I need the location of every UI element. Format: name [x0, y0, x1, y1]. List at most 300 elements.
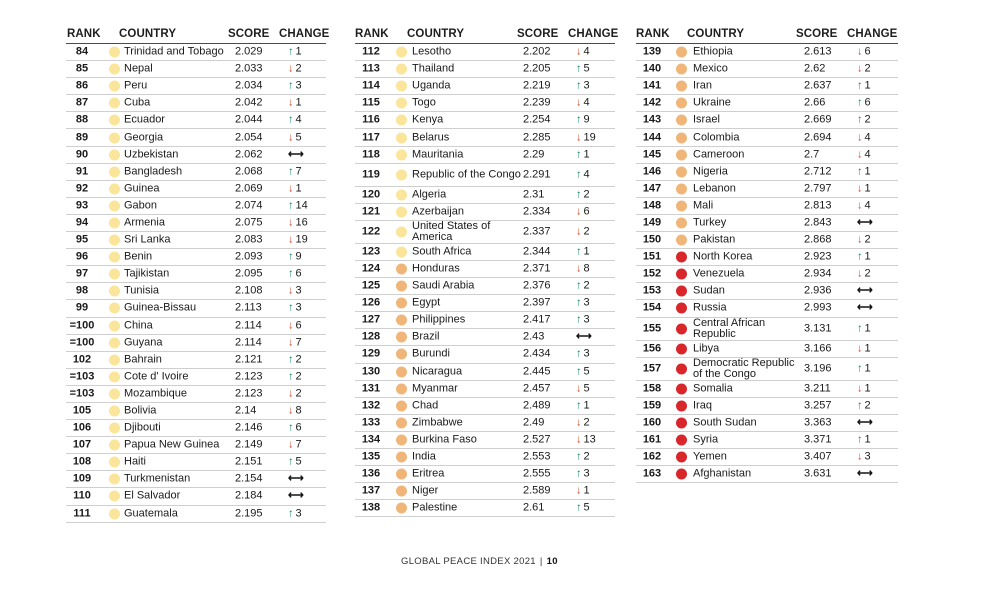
peace-level-dot [676, 400, 687, 411]
peace-level-dot [109, 166, 120, 177]
table-row [355, 244, 615, 261]
country-cell: Bangladesh [124, 165, 183, 178]
arrow-up-icon: ↑ [857, 113, 863, 126]
change-cell [857, 469, 899, 480]
score-cell: 2.044 [235, 113, 263, 126]
rank-cell: 84 [75, 45, 89, 58]
country-cell: Turkey [693, 216, 727, 229]
country-cell: Peru [124, 79, 148, 92]
country-cell: Pakistan [693, 233, 736, 246]
rank-cell: =100 [69, 319, 95, 332]
peace-level-dot [109, 200, 120, 211]
change-cell [857, 452, 899, 463]
change-cell [576, 189, 618, 200]
table-row [66, 488, 326, 505]
rank-cell: 156 [642, 342, 662, 355]
table-row [355, 398, 615, 415]
change-value: 6 [583, 205, 590, 218]
country-cell: Venezuela [693, 267, 745, 280]
score-cell: 2.344 [523, 245, 551, 258]
peace-level-dot [676, 166, 687, 177]
change-cell [288, 474, 330, 485]
table-row [636, 129, 898, 146]
country-cell: Saudi Arabia [412, 279, 475, 292]
rank-cell: 106 [72, 421, 92, 434]
no-change-icon: ⟷ [288, 472, 304, 485]
arrow-down-icon: ↓ [857, 45, 863, 58]
peace-level-dot [676, 252, 687, 263]
score-cell: 2.123 [235, 370, 263, 383]
peace-level-dot [676, 200, 687, 211]
table-row [355, 261, 615, 278]
country-cell: Iran [693, 79, 712, 92]
rank-cell: 145 [642, 148, 662, 161]
peace-level-dot [396, 383, 407, 394]
country-cell: Djibouti [124, 421, 161, 434]
score-cell: 2.184 [235, 489, 263, 502]
table-row [66, 44, 326, 61]
rank-cell: 89 [75, 131, 89, 144]
arrow-up-icon: ↑ [576, 79, 582, 92]
change-value: 2 [583, 450, 590, 463]
rank-cell: 124 [361, 262, 381, 275]
change-cell [857, 383, 899, 394]
rank-cell: 92 [75, 182, 89, 195]
change-value: 2 [295, 62, 302, 75]
rank-cell: 144 [642, 131, 662, 144]
table-row [636, 95, 898, 112]
arrow-down-icon: ↓ [576, 225, 582, 238]
country-cell: Armenia [124, 216, 165, 229]
change-value: 6 [295, 319, 302, 332]
change-value: 2 [864, 267, 871, 280]
table-row [66, 369, 326, 386]
peace-level-dot [676, 343, 687, 354]
arrow-down-icon: ↓ [576, 45, 582, 58]
header-score: SCORE [796, 28, 838, 40]
country-cell: Belarus [412, 131, 450, 144]
change-cell [288, 217, 330, 228]
score-cell: 2.31 [523, 188, 545, 201]
table-row [636, 44, 898, 61]
table-header [355, 26, 619, 44]
change-cell [857, 363, 899, 374]
arrow-up-icon: ↑ [857, 79, 863, 92]
country-cell: Algeria [412, 188, 447, 201]
change-value: 3 [583, 347, 590, 360]
no-change-icon: ⟷ [857, 301, 873, 314]
country-cell: Democratic Republic of the Congo [693, 356, 795, 380]
footer-title: GLOBAL PEACE INDEX 2021 [401, 556, 536, 567]
table-row [66, 403, 326, 420]
change-value: 1 [864, 382, 871, 395]
table-row [66, 95, 326, 112]
arrow-up-icon: ↑ [576, 347, 582, 360]
score-cell: 2.033 [235, 62, 263, 75]
change-cell [857, 183, 899, 194]
country-cell: Azerbaijan [412, 205, 464, 218]
change-cell [857, 98, 899, 109]
country-cell: Guinea-Bissau [124, 301, 197, 314]
rank-cell: 141 [642, 79, 662, 92]
header-score: SCORE [228, 28, 270, 40]
peace-level-dot [109, 81, 120, 92]
country-cell: Benin [124, 250, 153, 263]
score-cell: 2.093 [235, 250, 263, 263]
score-cell: 2.151 [235, 455, 263, 468]
country-cell: El Salvador [124, 489, 181, 502]
change-value: 4 [583, 168, 590, 181]
change-cell [857, 64, 899, 75]
peace-level-dot [396, 206, 407, 217]
rank-cell: 134 [361, 433, 381, 446]
table-row [636, 300, 898, 317]
country-cell: Mauritania [412, 148, 464, 161]
change-value: 4 [295, 113, 302, 126]
table-row [355, 147, 615, 164]
change-value: 2 [864, 399, 871, 412]
table-row [355, 61, 615, 78]
no-change-icon: ⟷ [288, 489, 304, 502]
arrow-up-icon: ↑ [857, 96, 863, 109]
rank-cell: 109 [72, 472, 92, 485]
table-row [355, 432, 615, 449]
change-value: 4 [583, 45, 590, 58]
country-cell: Nepal [124, 62, 153, 75]
peace-level-dot [109, 47, 120, 58]
score-cell: 2.083 [235, 233, 263, 246]
arrow-up-icon: ↑ [576, 296, 582, 309]
change-cell [288, 132, 330, 143]
table-row [66, 249, 326, 266]
rank-cell: 139 [642, 45, 662, 58]
score-cell: 2.417 [523, 313, 551, 326]
change-value: 3 [295, 301, 302, 314]
arrow-down-icon: ↓ [288, 96, 294, 109]
ranking-table-2 [355, 26, 619, 517]
country-cell: Sudan [693, 284, 725, 297]
rank-cell: 114 [362, 79, 380, 92]
arrow-down-icon: ↓ [576, 433, 582, 446]
arrow-down-icon: ↓ [576, 96, 582, 109]
change-value: 1 [583, 245, 590, 258]
rank-cell: 138 [361, 501, 381, 514]
change-cell [576, 47, 618, 58]
peace-level-dot [396, 366, 407, 377]
no-change-icon: ⟷ [857, 467, 873, 480]
header-country: COUNTRY [407, 28, 465, 40]
country-cell: Gabon [124, 199, 158, 212]
change-cell [288, 371, 330, 382]
rank-cell: 157 [642, 362, 662, 375]
country-cell: Cuba [124, 96, 151, 109]
table-row [355, 164, 615, 187]
change-cell [857, 235, 899, 246]
arrow-down-icon: ↓ [857, 62, 863, 75]
score-cell: 3.166 [804, 342, 832, 355]
change-cell [576, 281, 618, 292]
peace-level-dot [396, 132, 407, 143]
change-cell [288, 388, 330, 399]
change-value: 13 [583, 433, 596, 446]
rank-cell: 161 [642, 433, 662, 446]
peace-level-dot [109, 149, 120, 160]
rank-cell: 143 [642, 113, 662, 126]
arrow-down-icon: ↓ [288, 438, 294, 451]
country-cell: Cote d' Ivoire [124, 370, 189, 383]
table-row [66, 437, 326, 454]
table-row [66, 420, 326, 437]
change-value: 5 [583, 62, 590, 75]
table-row [636, 61, 898, 78]
change-cell [288, 183, 330, 194]
score-cell: 2.637 [804, 79, 832, 92]
table-row [636, 112, 898, 129]
arrow-up-icon: ↑ [576, 168, 582, 181]
rank-cell: 132 [361, 399, 381, 412]
change-value: 4 [864, 199, 871, 212]
country-cell: Bolivia [124, 404, 157, 417]
score-cell: 3.631 [804, 467, 832, 480]
arrow-up-icon: ↑ [576, 148, 582, 161]
table-row [636, 432, 898, 449]
table-row [355, 483, 615, 500]
peace-level-dot [109, 508, 120, 519]
change-cell [288, 47, 330, 58]
arrow-down-icon: ↓ [857, 450, 863, 463]
score-cell: 2.121 [235, 353, 263, 366]
change-cell [576, 417, 618, 428]
peace-level-dot [676, 217, 687, 228]
change-cell [288, 252, 330, 263]
peace-level-dot [109, 354, 120, 365]
rank-cell: 155 [642, 322, 662, 334]
change-cell [576, 149, 618, 160]
peace-level-dot [109, 217, 120, 228]
table-row [66, 164, 326, 181]
arrow-up-icon: ↑ [288, 267, 294, 280]
score-cell: 2.613 [804, 45, 832, 58]
arrow-up-icon: ↑ [288, 507, 294, 520]
change-value: 1 [583, 484, 590, 497]
score-cell: 2.712 [804, 165, 832, 178]
rank-cell: 121 [361, 205, 381, 218]
table-row [636, 415, 898, 432]
peace-level-dot [109, 440, 120, 451]
arrow-up-icon: ↑ [288, 421, 294, 434]
peace-level-dot [109, 457, 120, 468]
table-row [636, 181, 898, 198]
arrow-up-icon: ↑ [857, 399, 863, 412]
header-country: COUNTRY [119, 28, 177, 40]
change-value: 1 [864, 79, 871, 92]
country-cell: Myanmar [412, 382, 458, 395]
peace-level-dot [396, 503, 407, 514]
table-row [636, 381, 898, 398]
country-cell: South Sudan [693, 416, 757, 429]
arrow-up-icon: ↑ [288, 79, 294, 92]
change-cell [857, 323, 899, 334]
peace-level-dot [396, 281, 407, 292]
country-cell: Mexico [693, 62, 728, 75]
peace-level-dot [676, 286, 687, 297]
score-cell: 2.291 [523, 168, 551, 181]
change-value: 2 [583, 188, 590, 201]
change-value: 4 [864, 148, 871, 161]
score-cell: 2.61 [523, 501, 545, 514]
arrow-down-icon: ↓ [288, 284, 294, 297]
change-value: 16 [295, 216, 308, 229]
score-cell: 2.397 [523, 296, 551, 309]
change-cell [288, 269, 330, 280]
peace-level-dot [676, 235, 687, 246]
change-cell [576, 383, 618, 394]
score-cell: 2.553 [523, 450, 551, 463]
change-value: 3 [583, 296, 590, 309]
change-value: 1 [864, 433, 871, 446]
change-cell [857, 166, 899, 177]
change-value: 6 [295, 267, 302, 280]
arrow-down-icon: ↓ [857, 199, 863, 212]
no-change-icon: ⟷ [857, 216, 873, 229]
change-value: 5 [583, 501, 590, 514]
change-cell [576, 298, 618, 309]
peace-level-dot [396, 263, 407, 274]
change-value: 3 [295, 284, 302, 297]
rank-cell: 95 [75, 233, 89, 246]
score-cell: 2.371 [523, 262, 551, 275]
change-cell [288, 440, 330, 451]
table-row [66, 78, 326, 95]
change-value: 1 [864, 250, 871, 263]
arrow-up-icon: ↑ [576, 279, 582, 292]
change-value: 1 [864, 165, 871, 178]
country-cell: United States of America [412, 219, 491, 243]
rank-cell: 90 [75, 148, 89, 161]
arrow-up-icon: ↑ [288, 301, 294, 314]
country-cell: Lesotho [412, 45, 452, 58]
arrow-down-icon: ↓ [857, 233, 863, 246]
change-value: 3 [583, 79, 590, 92]
rank-cell: 137 [361, 484, 381, 497]
arrow-up-icon: ↑ [857, 165, 863, 178]
score-cell: 3.363 [804, 416, 832, 429]
table-row [636, 78, 898, 95]
rank-cell: 160 [642, 416, 662, 429]
country-cell: Burundi [412, 347, 450, 360]
score-cell: 3.371 [804, 433, 832, 446]
header-change: CHANGE [568, 28, 619, 40]
score-cell: 2.054 [235, 131, 263, 144]
rank-cell: 129 [361, 347, 381, 360]
change-value: 5 [295, 131, 302, 144]
score-cell: 2.49 [523, 416, 545, 429]
table-row [355, 466, 615, 483]
rank-cell: =103 [69, 370, 95, 383]
country-cell: Mozambique [124, 387, 187, 400]
arrow-up-icon: ↑ [576, 313, 582, 326]
arrow-up-icon: ↑ [288, 250, 294, 263]
peace-level-dot [109, 132, 120, 143]
table-row [355, 295, 615, 312]
peace-level-dot [109, 286, 120, 297]
change-value: 3 [295, 507, 302, 520]
arrow-up-icon: ↑ [857, 322, 863, 334]
score-cell: 2.376 [523, 279, 551, 292]
arrow-down-icon: ↓ [288, 387, 294, 400]
score-cell: 2.669 [804, 113, 832, 126]
country-cell: Ecuador [124, 113, 165, 126]
table-row [636, 147, 898, 164]
change-cell [857, 115, 899, 126]
arrow-down-icon: ↓ [576, 484, 582, 497]
change-value: 6 [295, 421, 302, 434]
country-cell: Israel [693, 113, 720, 126]
score-cell: 2.074 [235, 199, 263, 212]
rank-cell: 117 [362, 131, 380, 144]
country-cell: Afghanistan [693, 467, 752, 480]
arrow-up-icon: ↑ [576, 113, 582, 126]
table-row [66, 454, 326, 471]
score-cell: 2.843 [804, 216, 832, 229]
country-cell: Tunisia [124, 284, 160, 297]
arrow-up-icon: ↑ [576, 188, 582, 201]
table-row [66, 266, 326, 283]
change-value: 6 [864, 45, 871, 58]
peace-level-dot [396, 98, 407, 109]
peace-level-dot [396, 469, 407, 480]
score-cell: 3.407 [804, 450, 832, 463]
table-row [66, 506, 326, 523]
rank-cell: 86 [75, 79, 89, 92]
change-value: 7 [295, 165, 302, 178]
rank-cell: 105 [72, 404, 92, 417]
change-cell [288, 81, 330, 92]
footer-separator: | [539, 556, 543, 567]
change-cell [576, 246, 618, 257]
arrow-down-icon: ↓ [857, 148, 863, 161]
arrow-up-icon: ↑ [288, 455, 294, 468]
score-cell: 2.068 [235, 165, 263, 178]
peace-level-dot [676, 64, 687, 75]
peace-level-dot [109, 64, 120, 75]
change-cell [576, 169, 618, 180]
change-cell [857, 47, 899, 58]
peace-level-dot [109, 303, 120, 314]
peace-level-dot [396, 332, 407, 343]
country-cell: Eritrea [412, 467, 445, 480]
change-cell [288, 320, 330, 331]
change-cell [576, 115, 618, 126]
table-row [66, 352, 326, 369]
peace-level-dot [396, 189, 407, 200]
rank-cell: 142 [642, 96, 662, 109]
arrow-up-icon: ↑ [857, 433, 863, 446]
header-rank: RANK [636, 28, 670, 40]
change-cell [288, 98, 330, 109]
rank-cell: 140 [642, 62, 662, 75]
change-cell [576, 349, 618, 360]
table-row [636, 198, 898, 215]
header-rank: RANK [355, 28, 389, 40]
arrow-down-icon: ↓ [288, 131, 294, 144]
country-cell: Trinidad and Tobago [124, 45, 224, 58]
rank-cell: 135 [361, 450, 381, 463]
header-country: COUNTRY [687, 28, 745, 40]
peace-level-dot [396, 315, 407, 326]
change-value: 2 [583, 225, 590, 238]
change-value: 19 [583, 131, 596, 144]
